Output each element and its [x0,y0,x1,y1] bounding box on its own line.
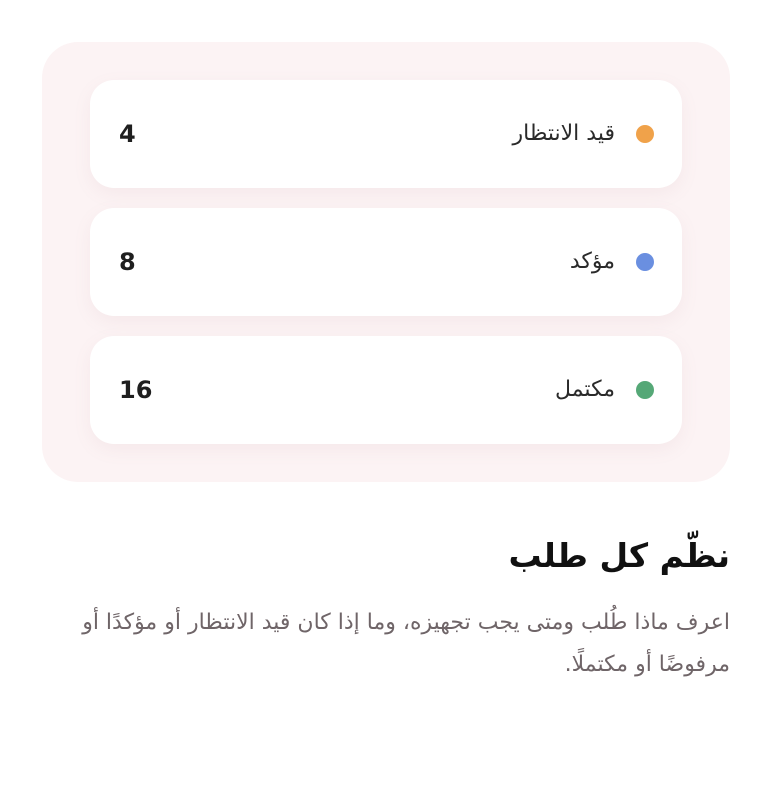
status-label: مكتمل [555,377,615,402]
status-label: قيد الانتظار [512,121,615,146]
status-label: مؤكد [569,249,615,274]
status-card-completed[interactable] [90,336,682,444]
feature-description: اعرف ماذا طُلب ومتى يجب تجهيزه، وما إذا كان قيد الانتظار أو مؤكدًا أو مرفوضًا أو مكتملًا. [82,610,730,677]
feature-title: نظّم كل طلب [508,536,730,575]
status-card-confirmed[interactable] [90,208,682,316]
status-count: 16 [119,376,153,404]
status-card-pending[interactable] [90,80,682,188]
status-count: 4 [119,120,136,148]
status-dot-icon [636,253,654,271]
status-dot-icon [636,125,654,143]
status-dot-icon [636,381,654,399]
status-count: 8 [119,248,136,276]
status-panel [42,42,730,482]
